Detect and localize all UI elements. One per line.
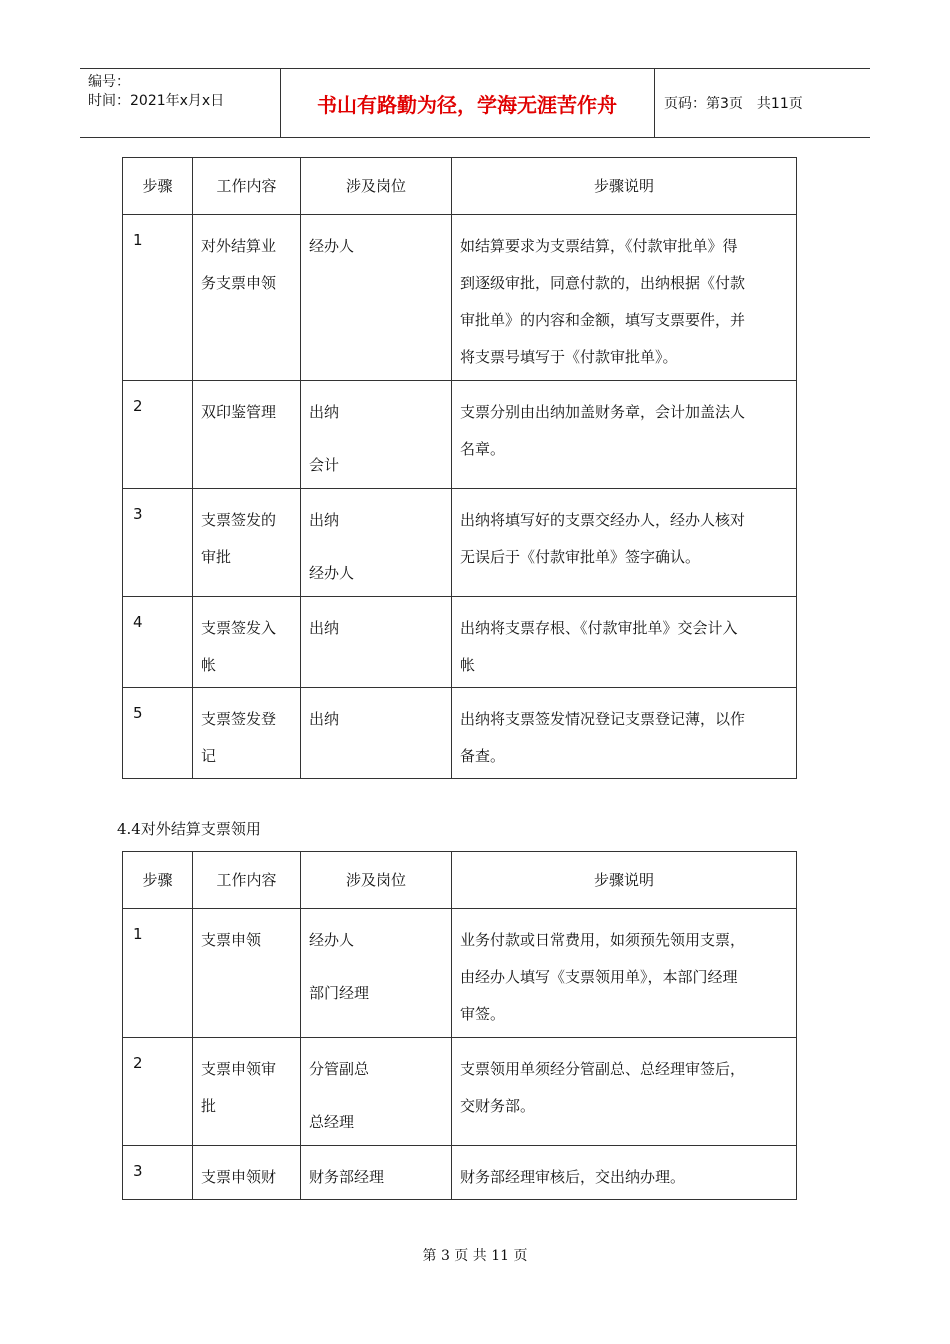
step-number: 2 bbox=[123, 381, 193, 489]
cell-line: 分管副总 bbox=[309, 1060, 370, 1078]
cell-line: 支票签发入 bbox=[201, 619, 277, 637]
header-divider bbox=[280, 69, 281, 137]
cell-line: 出纳将支票签发情况登记支票登记薄，以作 bbox=[460, 710, 746, 728]
header-divider bbox=[654, 69, 655, 137]
cell-line: 帐 bbox=[201, 656, 217, 674]
step-description bbox=[452, 215, 797, 381]
cell-line: 支票签发的 bbox=[201, 511, 277, 529]
column-header: 步骤 bbox=[123, 158, 193, 215]
cell-line: 备查。 bbox=[460, 747, 506, 765]
cell-line: 支票申领 bbox=[201, 931, 262, 949]
cell-line: 批 bbox=[201, 1097, 217, 1115]
cell-line: 业务付款或日常费用，如须预先领用支票， bbox=[460, 931, 746, 949]
step-description bbox=[452, 1038, 797, 1146]
table-row bbox=[123, 1146, 797, 1200]
page-header bbox=[80, 68, 870, 138]
cell-line: 审批单》的内容和金额，填写支票要件，并 bbox=[460, 311, 746, 329]
header-motto: 书山有路勤为径，学海无涯苦作舟 bbox=[317, 92, 617, 117]
cell-line: 出纳 bbox=[309, 511, 340, 529]
cell-line: 到逐级审批，同意付款的，出纳根据《付款 bbox=[460, 274, 746, 292]
step-description bbox=[452, 381, 797, 489]
cell-line: 部门经理 bbox=[309, 984, 370, 1002]
step-description bbox=[452, 909, 797, 1038]
cell-line: 出纳 bbox=[309, 403, 340, 421]
section-title: 4.4对外结算支票领用 bbox=[117, 820, 261, 838]
cell-line: 经办人 bbox=[309, 564, 355, 582]
roles-involved bbox=[301, 688, 452, 779]
table-row bbox=[123, 489, 797, 597]
cell-line: 支票签发登 bbox=[201, 710, 277, 728]
cell-line: 支票领用单须经分管副总、总经理审签后， bbox=[460, 1060, 746, 1078]
cell-line: 支票申领审 bbox=[201, 1060, 277, 1078]
roles-involved bbox=[301, 597, 452, 688]
roles-involved bbox=[301, 1146, 452, 1200]
work-content bbox=[193, 489, 301, 597]
cell-line: 会计 bbox=[309, 456, 340, 474]
cell-line: 经办人 bbox=[309, 931, 355, 949]
work-content bbox=[193, 1038, 301, 1146]
roles-involved bbox=[301, 489, 452, 597]
header-meta bbox=[80, 69, 280, 137]
table-header-row bbox=[123, 852, 797, 909]
step-description bbox=[452, 597, 797, 688]
column-header: 步骤说明 bbox=[452, 852, 797, 909]
table-row bbox=[123, 215, 797, 381]
step-description bbox=[452, 1146, 797, 1200]
cell-line: 财务部经理审核后，交出纳办理。 bbox=[460, 1168, 686, 1186]
table-header-row bbox=[123, 158, 797, 215]
cell-line: 出纳将支票存根、《付款审批单》交会计入 bbox=[460, 619, 738, 637]
cell-line: 审批 bbox=[201, 548, 232, 566]
cell-line: 审签。 bbox=[460, 1005, 506, 1023]
doc-number: 编号： bbox=[88, 74, 130, 90]
step-number: 4 bbox=[123, 597, 193, 688]
column-header: 涉及岗位 bbox=[301, 852, 452, 909]
work-content bbox=[193, 1146, 301, 1200]
roles-involved bbox=[301, 215, 452, 381]
cell-line: 出纳将填写好的支票交经办人，经办人核对 bbox=[460, 511, 746, 529]
step-number: 3 bbox=[123, 1146, 193, 1200]
doc-time: 时间：2021年x月x日 bbox=[88, 93, 225, 109]
cell-line: 出纳 bbox=[309, 619, 340, 637]
cell-line: 由经办人填写《支票领用单》，本部门经理 bbox=[460, 968, 738, 986]
cell-line: 交财务部。 bbox=[460, 1097, 536, 1115]
column-header: 工作内容 bbox=[193, 158, 301, 215]
roles-involved bbox=[301, 381, 452, 489]
step-description bbox=[452, 688, 797, 779]
table-check-requisition bbox=[122, 851, 797, 1200]
work-content bbox=[193, 381, 301, 489]
cell-line: 务支票申领 bbox=[201, 274, 277, 292]
work-content bbox=[193, 688, 301, 779]
cell-line: 支票申领财 bbox=[201, 1168, 277, 1186]
table-row bbox=[123, 1038, 797, 1146]
cell-line: 将支票号填写于《付款审批单》。 bbox=[460, 348, 678, 366]
cell-line: 记 bbox=[201, 747, 217, 765]
cell-line: 无误后于《付款审批单》签字确认。 bbox=[460, 548, 701, 566]
step-description bbox=[452, 489, 797, 597]
step-number: 1 bbox=[123, 909, 193, 1038]
header-page-number: 页码：第3页 共11页 bbox=[664, 96, 803, 112]
column-header: 工作内容 bbox=[193, 852, 301, 909]
table-row bbox=[123, 381, 797, 489]
roles-involved bbox=[301, 1038, 452, 1146]
table-check-issuance bbox=[122, 157, 797, 779]
cell-line: 双印鉴管理 bbox=[201, 403, 277, 421]
table-row bbox=[123, 688, 797, 779]
step-number: 2 bbox=[123, 1038, 193, 1146]
cell-line: 帐 bbox=[460, 656, 476, 674]
page-footer: 第 3 页 共 11 页 bbox=[422, 1248, 528, 1264]
roles-involved bbox=[301, 909, 452, 1038]
cell-line: 总经理 bbox=[309, 1113, 355, 1131]
step-number: 3 bbox=[123, 489, 193, 597]
step-number: 5 bbox=[123, 688, 193, 779]
table-row bbox=[123, 909, 797, 1038]
table-row bbox=[123, 597, 797, 688]
work-content bbox=[193, 909, 301, 1038]
step-number: 1 bbox=[123, 215, 193, 381]
cell-line: 支票分别由出纳加盖财务章，会计加盖法人 bbox=[460, 403, 746, 421]
cell-line: 如结算要求为支票结算，《付款审批单》得 bbox=[460, 237, 738, 255]
cell-line: 对外结算业 bbox=[201, 237, 277, 255]
work-content bbox=[193, 215, 301, 381]
cell-line: 出纳 bbox=[309, 710, 340, 728]
cell-line: 财务部经理 bbox=[309, 1168, 385, 1186]
column-header: 涉及岗位 bbox=[301, 158, 452, 215]
cell-line: 经办人 bbox=[309, 237, 355, 255]
work-content bbox=[193, 597, 301, 688]
cell-line: 名章。 bbox=[460, 440, 506, 458]
column-header: 步骤 bbox=[123, 852, 193, 909]
column-header: 步骤说明 bbox=[452, 158, 797, 215]
